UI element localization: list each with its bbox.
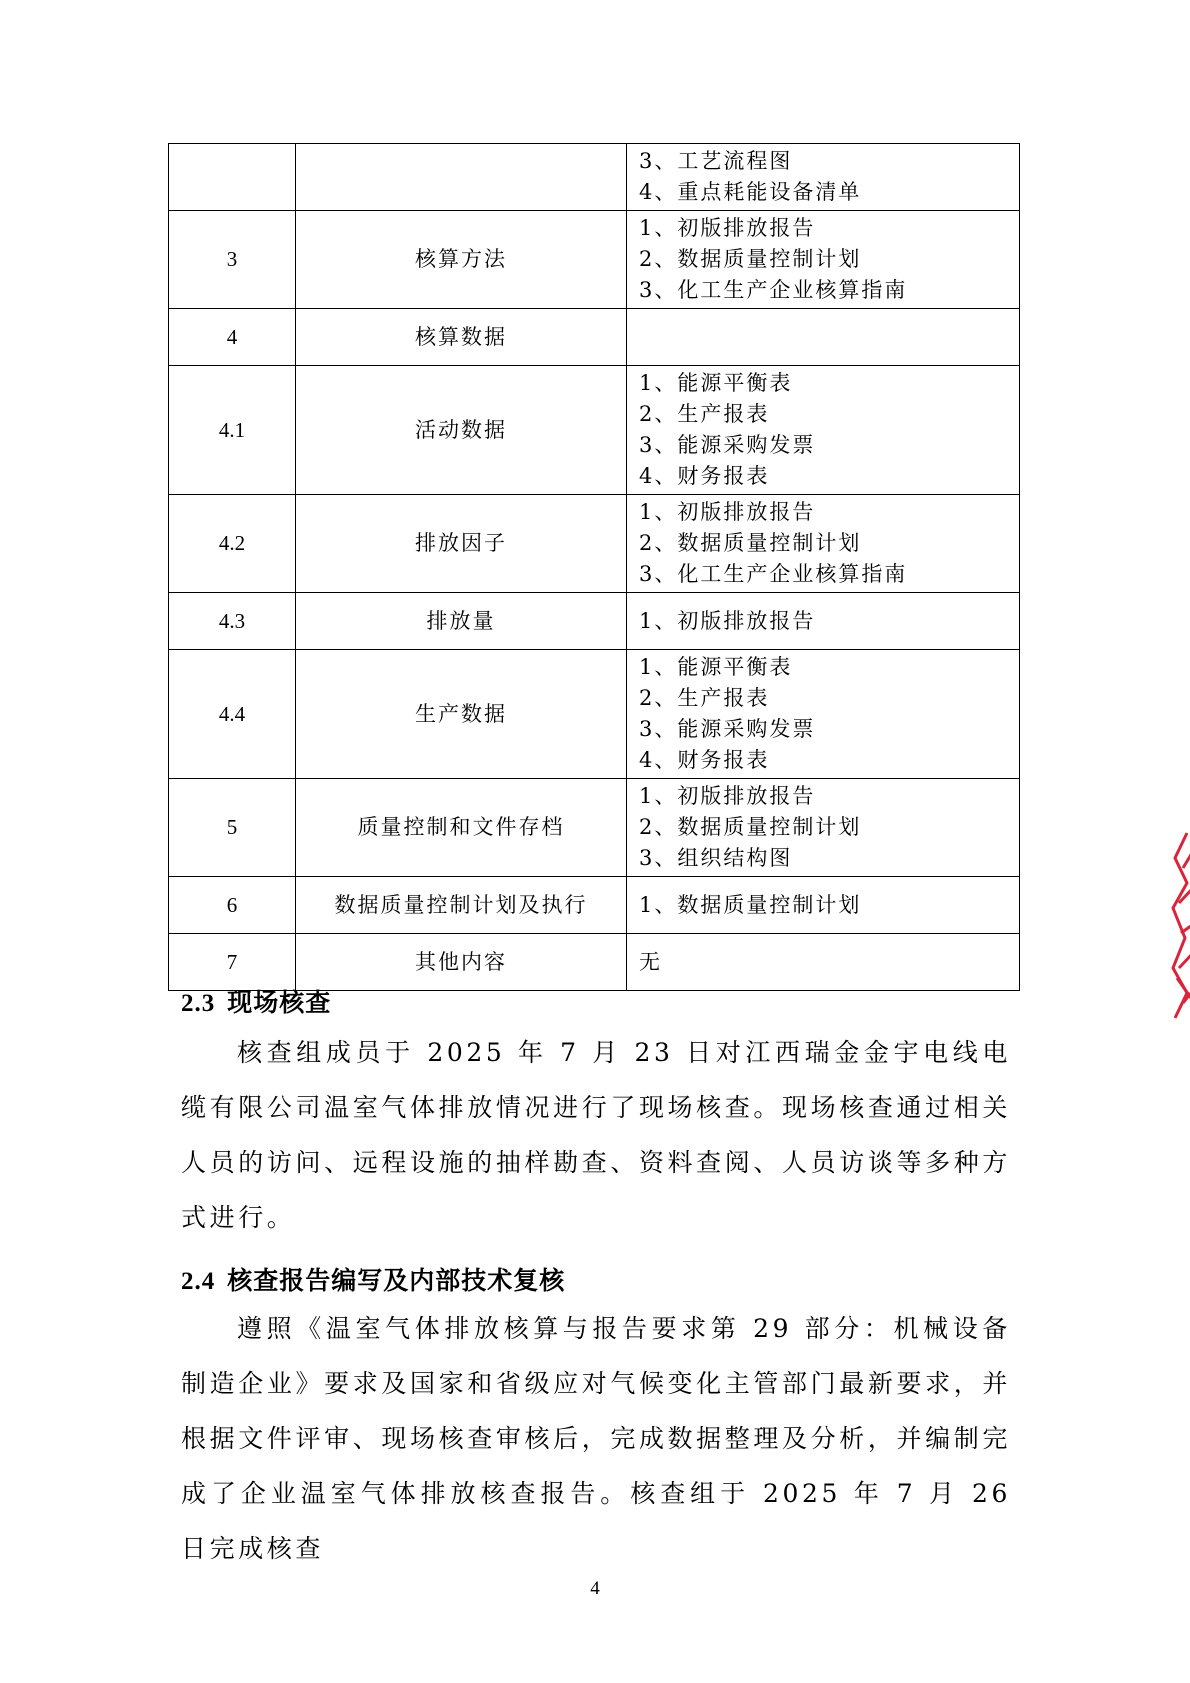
document-entry: 4、财务报表: [639, 464, 770, 488]
document-entry: 3、能源采购发票: [639, 433, 816, 457]
document-entry: 无: [639, 949, 662, 974]
table-row: [169, 309, 1020, 366]
document-entry: 4、重点耗能设备清单: [639, 180, 862, 204]
section-number: 2.3: [181, 990, 216, 1017]
row-number: 4.3: [169, 593, 296, 650]
document-entry: 2、数据质量控制计划: [639, 531, 862, 555]
row-number: 6: [169, 877, 296, 934]
red-seal-stamp: [1165, 828, 1190, 1023]
row-documents: [627, 211, 1020, 309]
row-documents: [627, 650, 1020, 779]
row-item-name: 质量控制和文件存档: [296, 779, 627, 877]
document-entry: 3、能源采购发票: [639, 717, 816, 741]
document-entry: 2、生产报表: [639, 402, 770, 426]
table-row: [169, 495, 1020, 593]
document-entry: 2、生产报表: [639, 686, 770, 710]
table-row: [169, 877, 1020, 934]
document-entry: 1、数据质量控制计划: [639, 892, 862, 917]
row-item-name: 其他内容: [296, 934, 627, 991]
row-number: 7: [169, 934, 296, 991]
section-title: 核查报告编写及内部技术复核: [227, 1266, 566, 1295]
row-documents: [627, 877, 1020, 934]
row-documents: [627, 366, 1020, 495]
document-entry: 1、初版排放报告: [639, 500, 816, 524]
section-heading-report-writing: [181, 1261, 565, 1297]
table-row: [169, 779, 1020, 877]
row-number: 5: [169, 779, 296, 877]
document-entry: 3、化工生产企业核算指南: [639, 562, 908, 586]
row-documents: [627, 144, 1020, 211]
row-documents: [627, 934, 1020, 991]
review-documents-table: [168, 143, 1020, 991]
row-number: 3: [169, 211, 296, 309]
table-row: [169, 934, 1020, 991]
row-number: 4.2: [169, 495, 296, 593]
page-number: 4: [590, 1578, 600, 1599]
document-entry: 1、能源平衡表: [639, 655, 793, 679]
section-number: 2.4: [181, 1268, 216, 1295]
row-item-name: [296, 144, 627, 211]
row-item-name: 核算方法: [296, 211, 627, 309]
section-paragraph: 遵照《温室气体排放核算与报告要求第 29 部分：机械设备制造企业》要求及国家和省级应对气候变化主管部门最新要求，并根据文件评审、现场核查审核后，完成数据整理及分析，并编制完成了企业温室气体排放核查报告。核查组于 2025 年 7 月 26 日完成核查: [181, 1314, 1011, 1563]
table-row: [169, 593, 1020, 650]
row-number: 4.1: [169, 366, 296, 495]
document-entry: 1、初版排放报告: [639, 784, 816, 808]
row-item-name: 排放因子: [296, 495, 627, 593]
table-row: [169, 211, 1020, 309]
row-documents: [627, 495, 1020, 593]
document-entry: 2、数据质量控制计划: [639, 815, 862, 839]
row-number: [169, 144, 296, 211]
row-number: 4: [169, 309, 296, 366]
table-row: [169, 144, 1020, 211]
document-entry: 3、组织结构图: [639, 846, 793, 870]
section-paragraph: 核查组成员于 2025 年 7 月 23 日对江西瑞金金宇电线电缆有限公司温室气体排放情况进行了现场核查。现场核查通过相关人员的访问、远程设施的抽样勘查、资料查阅、人员访谈等多种方式进行。: [181, 1038, 1011, 1232]
document-entry: 1、初版排放报告: [639, 216, 816, 240]
section-heading-site-inspection: [181, 983, 331, 1019]
row-item-name: 核算数据: [296, 309, 627, 366]
row-documents: [627, 593, 1020, 650]
seal-icon: [1165, 828, 1190, 1023]
row-documents: [627, 779, 1020, 877]
table-row: [169, 366, 1020, 495]
row-number: 4.4: [169, 650, 296, 779]
document-entry: 4、财务报表: [639, 748, 770, 772]
document-entry: 2、数据质量控制计划: [639, 247, 862, 271]
row-item-name: 排放量: [296, 593, 627, 650]
document-entry: 1、能源平衡表: [639, 371, 793, 395]
table-row: [169, 650, 1020, 779]
row-documents: [627, 309, 1020, 366]
row-item-name: 数据质量控制计划及执行: [296, 877, 627, 934]
row-item-name: 生产数据: [296, 650, 627, 779]
document-entry: 1、初版排放报告: [639, 608, 816, 633]
document-entry: 3、工艺流程图: [639, 149, 793, 173]
section-title: 现场核查: [227, 988, 332, 1017]
row-item-name: 活动数据: [296, 366, 627, 495]
document-entry: 3、化工生产企业核算指南: [639, 278, 908, 302]
